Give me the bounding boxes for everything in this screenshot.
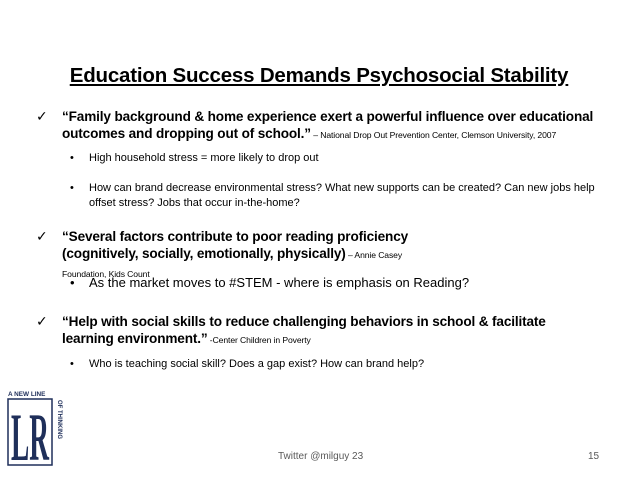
sub-bullet [70, 357, 610, 372]
logo-letters: LR [11, 399, 50, 468]
item-text: “Family background & home experience exert a powerful influence over educational outcomes and dropping out of school.” [62, 109, 594, 141]
checkmark-icon: ✓ [36, 228, 48, 244]
bullet-icon: • [70, 182, 74, 194]
page-number: 15 [588, 451, 600, 462]
checklist-item [36, 313, 596, 349]
sub-bullet-text: How can brand decrease environmental stress? What new supports can be created? Can new jobs help offset stress? Jobs that occur in-the-home? [89, 182, 595, 209]
sub-bullet [70, 151, 610, 166]
slide-title: Education Success Demands Psychosocial Stability [69, 64, 569, 87]
sub-bullet [70, 275, 610, 290]
bullet-icon: • [70, 275, 75, 290]
item-source: -Center Children in Poverty [207, 335, 311, 345]
checkmark-icon: ✓ [36, 313, 48, 329]
checklist-item [36, 108, 596, 144]
checkmark-icon: ✓ [36, 108, 48, 124]
item-text: “Several factors contribute to poor reading proficiency (cognitively, socially, emotionally, physically) [62, 229, 409, 261]
sub-bullet-text: As the market moves to #STEM - where is emphasis on Reading? [89, 275, 470, 290]
footer-text: Twitter @milguy 23 [278, 451, 364, 462]
sub-bullet [70, 181, 610, 211]
logo-text-top: A NEW LINE [8, 391, 46, 398]
sub-bullet-text: Who is teaching social skill? Does a gap exist? How can brand help? [89, 358, 425, 370]
item-source: – National Drop Out Prevention Center, Clemson University, 2007 [310, 130, 557, 140]
item-text: “Help with social skills to reduce challenging behaviors in school & facilitate learning environment.” [62, 314, 546, 346]
item-source: – Annie Casey Foundation, Kids Count [62, 250, 403, 279]
bullet-icon: • [70, 152, 74, 164]
company-logo [6, 388, 72, 468]
bullet-icon: • [70, 358, 74, 370]
sub-bullet-text: High household stress = more likely to drop out [89, 152, 319, 164]
logo-text-side: OF THINKING [56, 400, 62, 439]
